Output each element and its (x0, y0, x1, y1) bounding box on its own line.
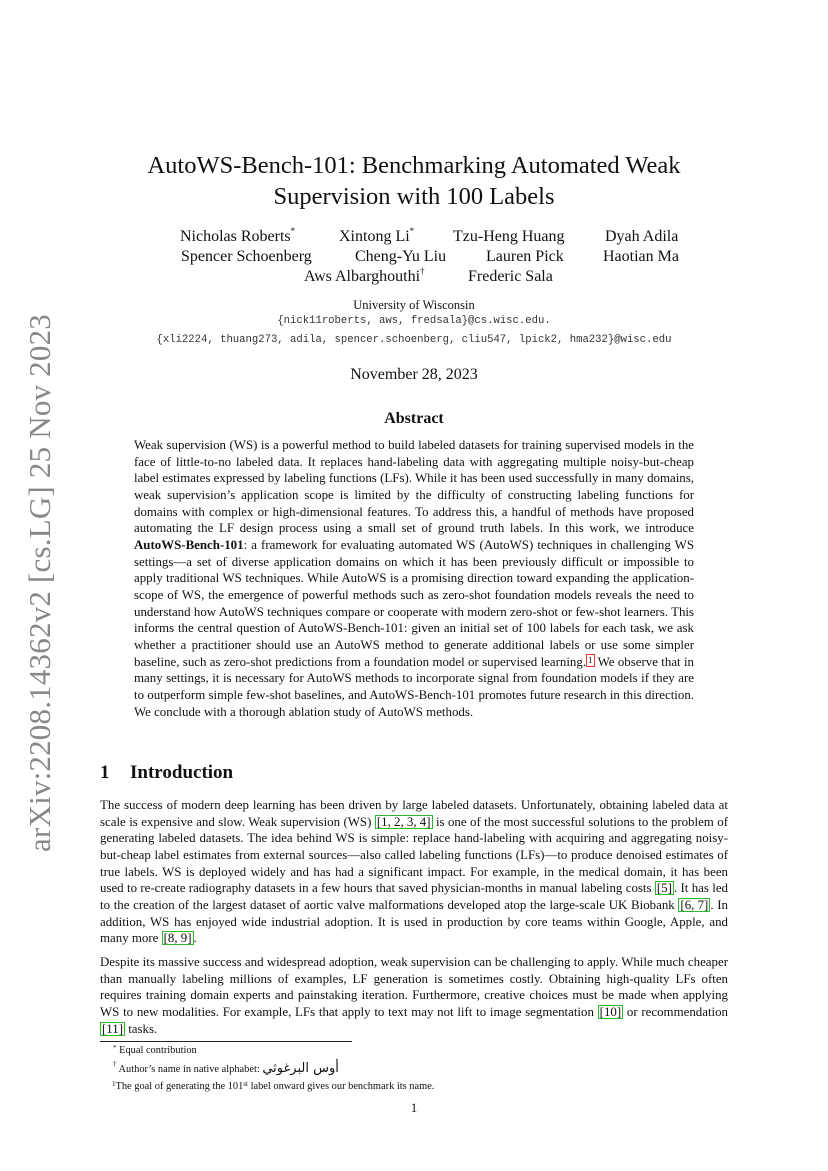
footnote-link[interactable]: 1 (588, 654, 593, 665)
arxiv-identifier-text: arXiv:2208.14362v2 [cs.LG] 25 Nov 2023 (22, 314, 57, 852)
abstract-heading: Abstract (384, 410, 444, 427)
intro-paragraph-2: Despite its massive success and widespread adoption, weak supervision can be challenging to apply. While much cheaper than manually labeling millions of examples, LF generation is sometimes costly. Obtaining high-quality LFs often requires training domain experts and painstaking iteration. Furthermore, creative choices must be made when applying WS to new modalities. For example, LFs that apply to text may not lift to image segmentation [10] or recommendation [11] tasks. (100, 955, 728, 1036)
abstract-bold-name: AutoWS-Bench-101 (134, 537, 244, 552)
intro-paragraph-1: The success of modern deep learning has been driven by large labeled datasets. Unfortunately, obtaining labeled data at scale is expensive and slow. Weak supervision (WS) [1, 2, 3, 4] is one of the most successful solutions to the problem of generating labeled datasets. The idea behind WS is simple: replace hand-labeling with acquiring and aggregating noisy-but-cheap label estimates from external sources—also called labeling functions (LFs)—to produce denoised estimates of true labels. WS is deployed widely and has had a significant impact. For example, in the medical domain, it has been used to re-create radiography datasets in a few hours that saved physician-months in manual labeling costs [5] . It has led to the creation of the largest dataset of aortic valve malformations developed atop the large-scale UK Biobank [6, 7] . In addition, WS has enjoyed wide industrial adoption. It is used in production by core teams within Google, Apple, and many more [8, 9] . (100, 798, 728, 946)
section-heading (100, 762, 233, 784)
citation-link[interactable]: [1, 2, 3, 4] (376, 814, 431, 829)
page-number: 1 (410, 1100, 418, 1115)
author: Lauren Pick (486, 248, 564, 265)
author-row-3 (100, 268, 728, 288)
title-line-2: Supervision with 100 Labels (273, 183, 555, 210)
author: Frederic Sala (468, 268, 553, 285)
author: Dyah Adila (605, 228, 679, 245)
author: Aws Albarghouthi† (304, 266, 425, 285)
affiliation: University of Wisconsin (353, 298, 475, 312)
author: Nicholas Roberts* (180, 226, 296, 245)
footnote-equal: * Equal contribution (113, 1044, 197, 1056)
author-row-2 (100, 248, 728, 268)
author: Tzu-Heng Huang (453, 228, 565, 245)
footnote-native-name: † Author’s name in native alphabet: أوس البرغوثي (113, 1060, 339, 1076)
citation-link[interactable]: [6, 7] (680, 897, 709, 912)
paper-date: November 28, 2023 (350, 366, 478, 383)
author: Cheng-Yu Liu (355, 248, 447, 265)
author-row-1 (100, 228, 728, 248)
footnote-1: $^1$The goal of generating the 101st label onward gives our benchmark its name. (112, 1080, 435, 1092)
title-line-1: AutoWS-Bench-101: Benchmarking Automated Weak (147, 152, 681, 179)
section-number: 1 (100, 762, 110, 783)
email-line-2: {xli2224, thuang273, adila, spencer.schoenberg, cliu547, lpick2, hma232}@wisc.edu (156, 334, 672, 346)
arabic-name: أوس البرغوثي (262, 1061, 339, 1076)
footnote-rule (100, 1041, 352, 1042)
citation-link[interactable]: [8, 9] (163, 931, 192, 946)
citation-link[interactable]: [5] (656, 881, 672, 896)
arxiv-identifier (22, 314, 62, 852)
author: Spencer Schoenberg (181, 248, 312, 265)
abstract-body: Weak supervision (WS) is a powerful method to build labeled datasets for training supervised models in the face of little-to-no labeled data. It replaces hand-labeling data with aggregating multiple noisy-but-cheap label estimates expressed by labeling functions (LFs). While it has been used successfully in many domains, weak supervision’s application scope is limited by the difficulty of constructing labeling functions for domains with complex or high-dimensional features. To address this, a handful of methods have proposed automating the LF design process using a small set of ground truth labels. In this work, we introduce AutoWS-Bench-101: a framework for evaluating automated WS (AutoWS) techniques in challenging WS settings—a set of diverse application domains on which it has been previously difficult or impossible to apply traditional WS techniques. While AutoWS is a promising direction toward expanding the application-scope of WS, the emergence of powerful methods such as zero-shot foundation models reveals the need to understand how AutoWS techniques compare or cooperate with modern zero-shot or few-shot learners. This informs the central question of AutoWS-Bench-101: given an initial set of 100 labels for each task, we ask whether a practitioner should use an AutoWS method to generate additional labels or use some simpler baseline, such as zero-shot predictions from a foundation model or supervised learning. 1 We observe that in many settings, it is necessary for AutoWS methods to incorporate signal from foundation models if they are to outperform simple few-shot baselines, and AutoWS-Bench-101 promotes future research in this direction. We conclude with a thorough ablation study of AutoWS methods. (134, 438, 694, 719)
author: Xintong Li* (339, 226, 415, 245)
email-line-1: {nick11roberts, aws, fredsala}@cs.wisc.edu. (277, 315, 551, 327)
citation-link[interactable]: [11] (102, 1021, 123, 1036)
author: Haotian Ma (603, 248, 679, 265)
paper-title (100, 150, 728, 212)
section-title: Introduction (130, 762, 234, 783)
citation-link[interactable]: [10] (599, 1004, 622, 1019)
